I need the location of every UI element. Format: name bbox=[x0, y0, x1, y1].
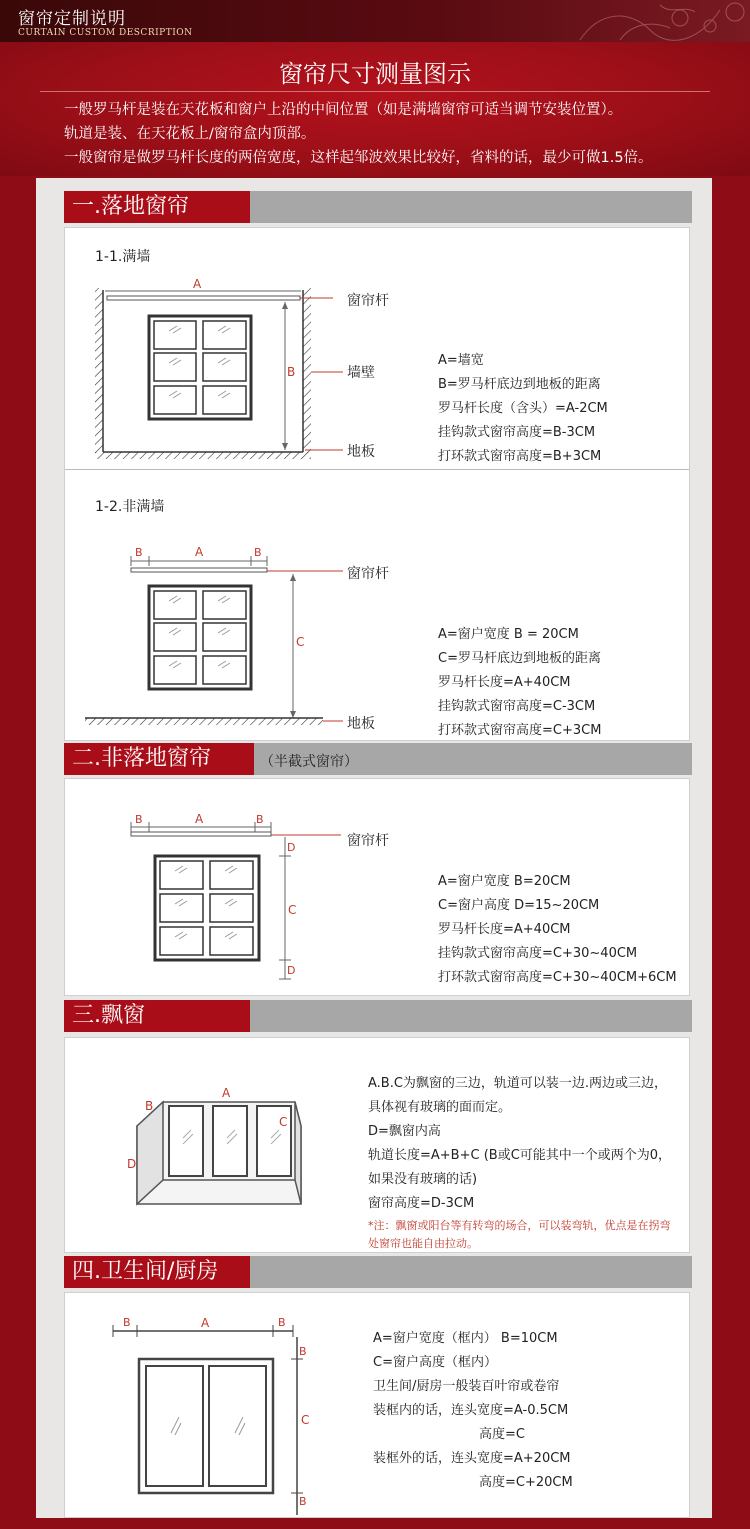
intro-line-2: 轨道是装、在天花板上/窗帘盒内顶部。 bbox=[64, 126, 316, 142]
intro-line-3: 一般窗帘是做罗马杆长度的两倍宽度，这样起邹波效果比较好，省料的话，最少可做1.5倍。 bbox=[64, 150, 653, 166]
section-2-box bbox=[64, 778, 690, 996]
dim-b-label: B bbox=[299, 1495, 307, 1508]
partial-wall-heading: 1-2.非满墙 bbox=[95, 499, 165, 515]
note-line: 高度=C+20CM bbox=[479, 1475, 573, 1490]
rod-label: 窗帘杆 bbox=[347, 293, 389, 309]
dim-c-label: C bbox=[296, 635, 305, 649]
note-line: C=窗户高度（框内） bbox=[373, 1355, 497, 1370]
note-line: 打环款式窗帘高度=C+30~40CM+6CM bbox=[438, 970, 677, 985]
note-line: 挂钩款式窗帘高度=C+30~40CM bbox=[438, 946, 638, 961]
dim-d-label: D bbox=[127, 1157, 137, 1171]
dim-b-label: B bbox=[256, 813, 264, 826]
note-line: C=窗户高度 D=15~20CM bbox=[438, 898, 600, 913]
intro-line-1: 一般罗马杆是装在天花板和窗户上沿的中间位置（如是满墙窗帘可适当调节安装位置）。 bbox=[64, 102, 623, 118]
section-1-header bbox=[64, 191, 692, 223]
note-line: 高度=C bbox=[479, 1427, 525, 1442]
half-curtain-diagram bbox=[65, 779, 691, 997]
note-line: 装框内的话，连头宽度=A-0.5CM bbox=[373, 1403, 569, 1418]
section-3-box bbox=[64, 1037, 690, 1253]
note-line: 装框外的话，连头宽度=A+20CM bbox=[373, 1451, 571, 1466]
dim-d-label: D bbox=[287, 964, 296, 977]
section-4-title: 四.卫生间/厨房 bbox=[64, 1256, 250, 1288]
dim-c-label: C bbox=[288, 903, 297, 917]
dim-d-label: D bbox=[287, 841, 296, 854]
section-1-title: 一.落地窗帘 bbox=[64, 191, 250, 223]
dim-b-label: B bbox=[145, 1099, 154, 1113]
note-line: A=窗户宽度 B=20CM bbox=[438, 874, 571, 889]
dim-b-label: B bbox=[135, 546, 143, 559]
note-line: 卫生间/厨房一般装百叶帘或卷帘 bbox=[373, 1379, 560, 1394]
wall-label: 墙壁 bbox=[347, 365, 375, 381]
partial-wall-diagram bbox=[65, 528, 691, 742]
dim-a-label: A bbox=[195, 812, 204, 826]
section-4-header bbox=[64, 1256, 692, 1288]
note-line: B=罗马杆底边到地板的距离 bbox=[438, 377, 601, 392]
header-subtitle: CURTAIN CUSTOM DESCRIPTION bbox=[18, 28, 193, 38]
dim-a-label: A bbox=[195, 545, 204, 559]
note-line: 挂钩款式窗帘高度=C-3CM bbox=[438, 699, 596, 714]
note-line: 罗马杆长度=A+40CM bbox=[438, 675, 571, 690]
rod-label: 窗帘杆 bbox=[347, 833, 389, 849]
dim-a-label: A bbox=[201, 1316, 210, 1330]
top-bar bbox=[0, 0, 750, 42]
floral-ornament-icon bbox=[560, 0, 750, 42]
note-line: A=窗户宽度（框内） B=10CM bbox=[373, 1331, 558, 1346]
divider bbox=[65, 469, 689, 470]
intro-title: 窗帘尺寸测量图示 bbox=[279, 60, 471, 88]
footnote-line: *注：飘窗或阳台等有转弯的场合，可以装弯轨，优点是在拐弯 bbox=[368, 1219, 671, 1232]
note-line: 轨道长度=A+B+C (B或C可能其中一个或两个为0， bbox=[368, 1148, 672, 1163]
note-line: 窗帘高度=D-3CM bbox=[368, 1196, 475, 1211]
footnote-line: 处窗帘也能自由拉动。 bbox=[368, 1237, 478, 1250]
intro-banner bbox=[0, 42, 750, 176]
note-line: D=飘窗内高 bbox=[368, 1124, 441, 1139]
dim-c-label: C bbox=[301, 1413, 310, 1427]
note-line: 挂钩款式窗帘高度=B-3CM bbox=[438, 425, 596, 440]
divider bbox=[40, 91, 710, 92]
note-line: 具体视有玻璃的面而定。 bbox=[368, 1100, 512, 1115]
section-2-subtitle: （半截式窗帘） bbox=[260, 754, 358, 770]
section-4-box bbox=[64, 1292, 690, 1518]
note-line: 罗马杆长度=A+40CM bbox=[438, 922, 571, 937]
dim-b-label: B bbox=[123, 1316, 131, 1329]
dim-a-label: A bbox=[222, 1086, 231, 1100]
dim-b-label: B bbox=[254, 546, 262, 559]
section-1-box bbox=[64, 227, 690, 741]
dim-b-label: B bbox=[299, 1345, 307, 1358]
rod-label: 窗帘杆 bbox=[347, 566, 389, 582]
dim-c-label: C bbox=[279, 1115, 288, 1129]
note-line: 打环款式窗帘高度=C+3CM bbox=[438, 723, 602, 738]
section-2-header bbox=[64, 743, 692, 775]
note-line: A=窗户宽度 B = 20CM bbox=[438, 627, 579, 642]
section-3-header bbox=[64, 1000, 692, 1032]
full-wall-heading: 1-1.满墙 bbox=[95, 249, 151, 265]
note-line: 如果没有玻璃的话) bbox=[368, 1172, 478, 1187]
note-line: 罗马杆长度（含头）=A-2CM bbox=[438, 401, 608, 416]
dim-b-label: B bbox=[278, 1316, 286, 1329]
note-line: A=墙宽 bbox=[438, 353, 484, 368]
note-line: A.B.C为飘窗的三边，轨道可以装一边.两边或三边， bbox=[368, 1076, 668, 1091]
header-title: 窗帘定制说明 bbox=[18, 9, 126, 29]
note-line: 打环款式窗帘高度=B+3CM bbox=[438, 449, 602, 464]
floor-label: 地板 bbox=[347, 444, 375, 460]
dim-b-label: B bbox=[287, 365, 296, 379]
dim-b-label: B bbox=[135, 813, 143, 826]
section-2-title: 二.非落地窗帘 bbox=[64, 743, 254, 775]
note-line: C=罗马杆底边到地板的距离 bbox=[438, 651, 601, 666]
section-3-title: 三.飘窗 bbox=[64, 1000, 250, 1032]
floor-label: 地板 bbox=[347, 716, 375, 732]
dim-a-label: A bbox=[193, 277, 202, 291]
